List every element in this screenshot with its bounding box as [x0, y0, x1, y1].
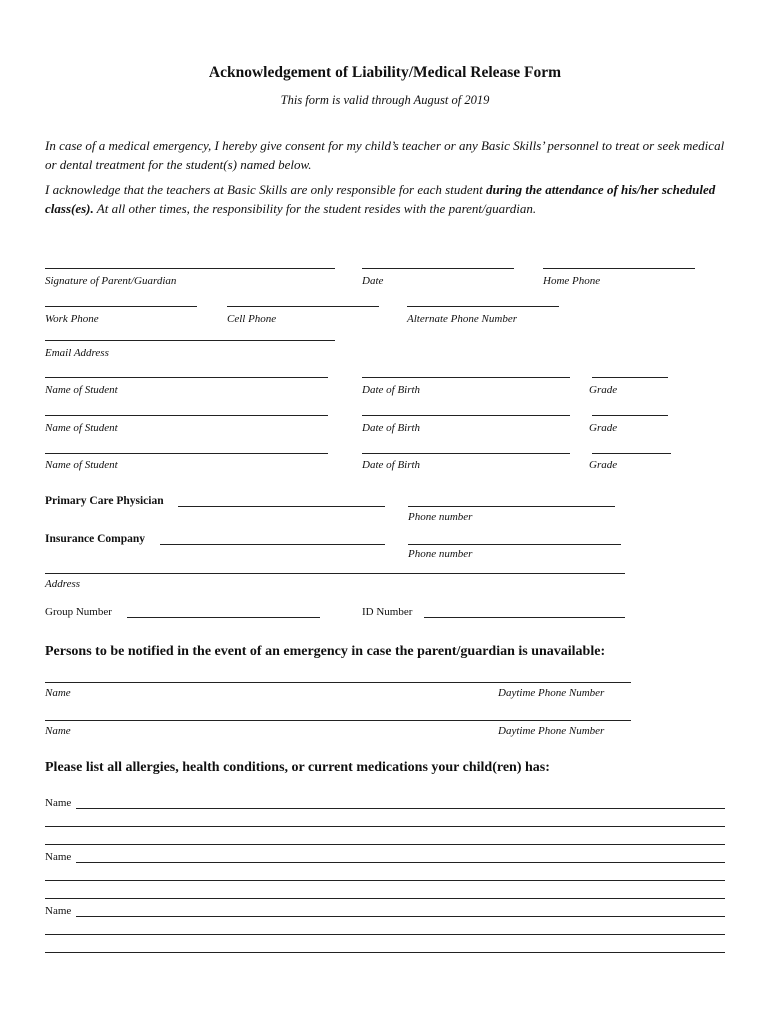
insurance-phone-label: Phone number	[408, 548, 473, 560]
allergy-entry-field[interactable]	[45, 880, 725, 881]
student-name-label: Name of Student	[45, 384, 118, 396]
emergency-phone-label: Daytime Phone Number	[498, 725, 605, 737]
ack-text-2: At all other times, the responsibility for the student resides with the parent/guardian.	[93, 200, 537, 216]
ack-text-bold: during the attendance of his/her scheduled class(es).	[45, 182, 716, 216]
emergency-phone-label: Daytime Phone Number	[498, 687, 605, 699]
id-number-label: ID Number	[362, 606, 413, 618]
work-phone-field[interactable]	[45, 306, 197, 307]
date-label: Date	[362, 275, 384, 287]
alt-phone-field[interactable]	[407, 306, 559, 307]
emergency-name-label: Name	[45, 725, 71, 737]
student-grade-field[interactable]	[592, 377, 668, 378]
physician-label: Primary Care Physician	[45, 495, 164, 507]
signature-label: Signature of Parent/Guardian	[45, 275, 177, 287]
allergy-entry-field[interactable]	[76, 916, 725, 917]
home-phone-label: Home Phone	[543, 275, 601, 287]
form-subtitle: This form is valid through August of 2019	[280, 93, 490, 107]
student-name-field[interactable]	[45, 377, 328, 378]
alt-phone-label: Alternate Phone Number	[407, 313, 517, 325]
insurance-company-label: Insurance Company	[45, 533, 146, 545]
ack-text-1: I acknowledge that the teachers at Basic Skills are only responsible for each student	[45, 182, 486, 197]
insurance-phone-field[interactable]	[408, 544, 621, 545]
allergy-entry-field[interactable]	[76, 808, 725, 809]
student-dob-label: Date of Birth	[362, 384, 421, 396]
address-field[interactable]	[45, 573, 625, 574]
student-name-label: Name of Student	[45, 422, 118, 434]
allergy-name-label: Name	[45, 905, 72, 917]
date-field[interactable]	[362, 268, 514, 269]
physician-field[interactable]	[178, 506, 385, 507]
student-grade-label: Grade	[589, 459, 618, 471]
allergy-name-label: Name	[45, 851, 72, 863]
emergency-heading: Persons to be notified in the event of an emergency in case the parent/guardian is unavailable:	[45, 644, 606, 659]
allergy-name-label: Name	[45, 797, 72, 809]
student-dob-label: Date of Birth	[362, 459, 421, 471]
allergy-entry-field[interactable]	[76, 862, 725, 863]
cell-phone-field[interactable]	[227, 306, 379, 307]
allergies-heading: Please list all allergies, health conditions, or current medications your child(ren) has:	[45, 760, 550, 775]
allergy-entry-field[interactable]	[45, 898, 725, 899]
student-grade-label: Grade	[589, 422, 618, 434]
emergency-name-label: Name	[45, 687, 71, 699]
student-name-field[interactable]	[45, 453, 328, 454]
work-phone-label: Work Phone	[45, 313, 99, 325]
student-grade-field[interactable]	[592, 415, 668, 416]
student-name-label: Name of Student	[45, 459, 118, 471]
acknowledgement-paragraph	[45, 181, 735, 218]
home-phone-field[interactable]	[543, 268, 695, 269]
student-dob-field[interactable]	[362, 415, 570, 416]
signature-field[interactable]	[45, 268, 335, 269]
allergy-entry-field[interactable]	[45, 934, 725, 935]
physician-phone-label: Phone number	[408, 511, 473, 523]
student-name-field[interactable]	[45, 415, 328, 416]
email-field[interactable]	[45, 340, 335, 341]
address-label: Address	[45, 578, 81, 590]
student-dob-field[interactable]	[362, 453, 570, 454]
group-number-field[interactable]	[127, 617, 320, 618]
group-number-label: Group Number	[45, 606, 112, 618]
allergy-entry-field[interactable]	[45, 844, 725, 845]
allergy-entry-field[interactable]	[45, 952, 725, 953]
student-dob-field[interactable]	[362, 377, 570, 378]
student-dob-label: Date of Birth	[362, 422, 421, 434]
email-label: Email Address	[45, 347, 109, 359]
id-number-field[interactable]	[424, 617, 625, 618]
emergency-contact-field[interactable]	[45, 682, 631, 683]
emergency-contact-field[interactable]	[45, 720, 631, 721]
allergy-entry-field[interactable]	[45, 826, 725, 827]
insurance-company-field[interactable]	[160, 544, 385, 545]
consent-paragraph: In case of a medical emergency, I hereby give consent for my child’s teacher or any Basic Skills’ personnel to treat or seek medical or dental treatment for the student(s) named below.	[45, 138, 725, 172]
student-grade-field[interactable]	[592, 453, 671, 454]
form-title: Acknowledgement of Liability/Medical Release Form	[208, 64, 562, 81]
cell-phone-label: Cell Phone	[227, 313, 277, 325]
student-grade-label: Grade	[589, 384, 618, 396]
physician-phone-field[interactable]	[408, 506, 615, 507]
